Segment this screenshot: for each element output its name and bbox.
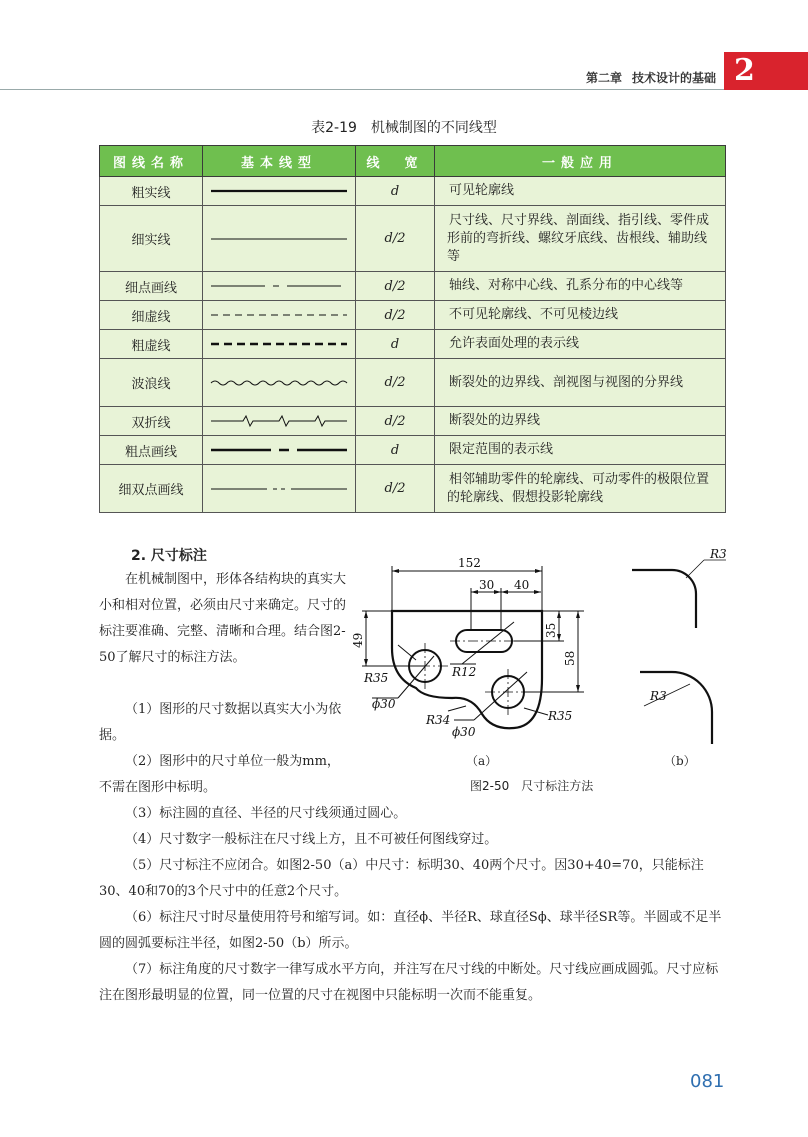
cell-name: 粗虚线 bbox=[100, 330, 203, 359]
cell-width: d bbox=[356, 436, 435, 465]
dim-r3-bottom: R3 bbox=[650, 689, 667, 703]
page-number: 081 bbox=[690, 1071, 725, 1092]
dim-r34: R34 bbox=[426, 713, 451, 727]
header-rule bbox=[0, 89, 724, 90]
cell-width: d/2 bbox=[356, 206, 435, 272]
cell-use: 尺寸线、尺寸界线、剖面线、指引线、零件成形前的弯折线、螺纹牙底线、齿根线、辅助线等 bbox=[435, 206, 726, 272]
table-row bbox=[100, 301, 726, 330]
cell-name: 粗点画线 bbox=[100, 436, 203, 465]
cell-width: d bbox=[356, 177, 435, 206]
chapter-label: 第二章 bbox=[585, 71, 622, 85]
cell-line-sample bbox=[203, 407, 356, 436]
dim-40: 40 bbox=[514, 578, 530, 592]
table-row bbox=[100, 407, 726, 436]
cell-line-sample bbox=[203, 206, 356, 272]
table-row bbox=[100, 177, 726, 206]
list-item: （5）尺寸标注不应闭合。如图2-50（a）中尺寸：标明30、40两个尺寸。因30+40=70，只能标注30、40和70的3个尺寸中的任意2个尺寸。 bbox=[99, 858, 704, 899]
list-item: （4）尺寸数字一般标注在尺寸线上方，且不可被任何图线穿过。 bbox=[125, 832, 498, 847]
cell-line-sample bbox=[203, 359, 356, 407]
cell-name: 双折线 bbox=[100, 407, 203, 436]
dim-58: 58 bbox=[563, 650, 577, 666]
cell-use: 可见轮廓线 bbox=[435, 177, 726, 206]
cell-width: d/2 bbox=[356, 359, 435, 407]
col-header: 一般应用 bbox=[435, 146, 726, 177]
running-header bbox=[576, 69, 716, 86]
table-caption: 表2-19 机械制图的不同线型 bbox=[311, 120, 497, 136]
table-row bbox=[100, 330, 726, 359]
cell-name: 细点画线 bbox=[100, 272, 203, 301]
table-row bbox=[100, 359, 726, 407]
cell-width: d/2 bbox=[356, 465, 435, 513]
chapter-number-tab: 2 bbox=[724, 52, 808, 90]
dim-r3-top: R3 bbox=[710, 547, 727, 561]
cell-line-sample bbox=[203, 272, 356, 301]
col-header: 图线名称 bbox=[100, 146, 203, 177]
dim-r35-left: R35 bbox=[364, 671, 389, 685]
chapter-title: 技术设计的基础 bbox=[631, 71, 716, 85]
cell-line-sample bbox=[203, 301, 356, 330]
arc-examples bbox=[632, 560, 726, 744]
dim-phi30-left: ϕ30 bbox=[372, 697, 396, 711]
cell-width: d bbox=[356, 330, 435, 359]
figure-sub-b: （b） bbox=[664, 754, 696, 768]
list-item: （3）标注圆的直径、半径的尺寸线须通过圆心。 bbox=[125, 806, 407, 821]
figure-caption: 图2-50 尺寸标注方法 bbox=[470, 779, 594, 793]
table-row bbox=[100, 436, 726, 465]
cell-width: d/2 bbox=[356, 272, 435, 301]
dim-30: 30 bbox=[479, 578, 495, 592]
cell-use: 断裂处的边界线 bbox=[435, 407, 726, 436]
cell-use: 限定范围的表示线 bbox=[435, 436, 726, 465]
col-header: 线 宽 bbox=[356, 146, 435, 177]
list-item: （6）标注尺寸时尽量使用符号和缩写词。如：直径ϕ、半径R、球直径Sϕ、球半径SR等。半圆或不足半圆的圆弧要标注半径，如图2-50（b）所示。 bbox=[99, 910, 722, 951]
paragraph: 在机械制图中，形体各结构块的真实大小和相对位置，必须由尺寸来确定。尺寸的标注要准确、完整、清晰和合理。结合图2-50了解尺寸的标注方法。 bbox=[99, 572, 347, 665]
table-row bbox=[100, 465, 726, 513]
col-header: 基本线型 bbox=[203, 146, 356, 177]
cell-use: 相邻辅助零件的轮廓线、可动零件的极限位置的轮廓线、假想投影轮廓线 bbox=[435, 465, 726, 513]
cell-line-sample bbox=[203, 436, 356, 465]
cell-line-sample bbox=[203, 177, 356, 206]
dim-phi30-right: ϕ30 bbox=[452, 725, 476, 739]
table-header-row bbox=[100, 146, 726, 177]
cell-width: d/2 bbox=[356, 301, 435, 330]
cell-name: 粗实线 bbox=[100, 177, 203, 206]
list-item: （2）图形中的尺寸单位一般为mm，不需在图形中标明。 bbox=[99, 754, 340, 795]
cell-use: 不可见轮廓线、不可见棱边线 bbox=[435, 301, 726, 330]
cell-name: 波浪线 bbox=[100, 359, 203, 407]
list-item: （1）图形的尺寸数据以真实大小为依据。 bbox=[99, 702, 342, 743]
cell-use: 轴线、对称中心线、孔系分布的中心线等 bbox=[435, 272, 726, 301]
dim-35: 35 bbox=[544, 622, 558, 638]
cell-name: 细双点画线 bbox=[100, 465, 203, 513]
list-item: （7）标注角度的尺寸数字一律写成水平方向，并注写在尺寸线的中断处。尺寸线应画成圆弧。尺寸应标注在图形最明显的位置，同一位置的尺寸在视图中只能标明一次而不能重复。 bbox=[99, 962, 719, 1003]
cell-name: 细虚线 bbox=[100, 301, 203, 330]
cell-use: 断裂处的边界线、剖视图与视图的分界线 bbox=[435, 359, 726, 407]
dim-r12: R12 bbox=[452, 665, 477, 679]
cell-line-sample bbox=[203, 330, 356, 359]
cell-line-sample bbox=[203, 465, 356, 513]
cell-width: d/2 bbox=[356, 407, 435, 436]
line-type-table bbox=[99, 145, 726, 513]
table-row bbox=[100, 206, 726, 272]
table-row bbox=[100, 272, 726, 301]
dim-r35-right: R35 bbox=[548, 709, 573, 723]
figure-sub-a: （a） bbox=[466, 754, 498, 768]
cell-name: 细实线 bbox=[100, 206, 203, 272]
dim-152: 152 bbox=[458, 556, 481, 570]
section-heading: 2. 尺寸标注 bbox=[131, 548, 207, 564]
dim-49: 49 bbox=[351, 632, 365, 648]
cell-use: 允许表面处理的表示线 bbox=[435, 330, 726, 359]
